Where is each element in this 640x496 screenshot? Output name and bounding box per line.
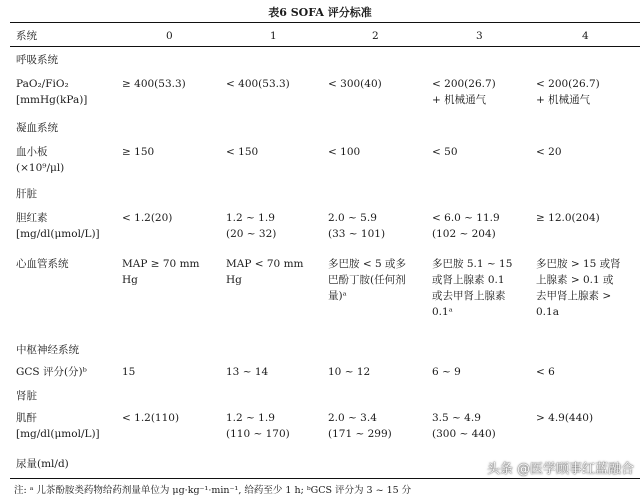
table-cell-score-4: < 6 [536, 366, 555, 378]
table-cell-score-4: ≥ 12.0(204) [536, 212, 600, 224]
table-cell-score-1: < 400(53.3) [226, 78, 290, 90]
table-cell-system: 肌酐 [mg/dl(μmol/L)] [16, 412, 100, 440]
table-cell-system: PaO₂/FiO₂ [mmHg(kPa)] [16, 78, 88, 106]
table-cell-score-0: MAP ≥ 70 mm Hg [122, 258, 200, 286]
header-score-1: 1 [270, 30, 277, 42]
table-cell-score-1: MAP < 70 mm Hg [226, 258, 304, 286]
table-cell-score-0: 15 [122, 366, 136, 378]
table-cell-score-1: 13 ~ 14 [226, 366, 269, 378]
table-cell-score-1: 1.2 ~ 1.9 (20 ~ 32) [226, 212, 277, 240]
table-cell-score-2: 2.0 ~ 5.9 (33 ~ 101) [328, 212, 386, 240]
table-footnote: 注: ᵃ 儿茶酚胺类药物给药剂量单位为 μg·kg⁻¹·min⁻¹, 给药至少 1 h; ᵇGCS 评分为 3 ~ 15 分 [14, 485, 412, 496]
table-cell-score-2: 2.0 ~ 3.4 (171 ~ 299) [328, 412, 392, 440]
table-cell-system: GCS 评分(分)ᵇ [16, 366, 87, 378]
table-cell-score-4: 多巴胺 > 15 或肾 上腺素 > 0.1 或 去甲肾上腺素 > 0.1a [536, 258, 621, 318]
table-cell-score-3: 3.5 ~ 4.9 (300 ~ 440) [432, 412, 496, 440]
table-cell-system: 凝血系统 [16, 122, 58, 134]
table-cell-system: 尿量(ml/d) [16, 458, 69, 470]
table-cell-system: 呼吸系统 [16, 54, 58, 66]
table-cell-system: 胆红素 [mg/dl(μmol/L)] [16, 212, 100, 240]
header-score-0: 0 [166, 30, 173, 42]
table-caption: 表6 SOFA 评分标准 [268, 6, 372, 19]
table-cell-score-2: 10 ~ 12 [328, 366, 371, 378]
table-cell-system: 肝脏 [16, 188, 37, 200]
header-score-3: 3 [476, 30, 483, 42]
table-cell-score-4: > 4.9(440) [536, 412, 594, 424]
table-cell-score-0: < 1.2(20) [122, 212, 173, 224]
table-cell-system: 血小板 (×10⁹/μl) [16, 146, 65, 174]
table-cell-score-2: < 300(40) [328, 78, 382, 90]
table-cell-score-2: 多巴胺 < 5 或多 巴酚丁胺(任何剂 量)ᵃ [328, 258, 406, 302]
table-cell-score-1: 1.2 ~ 1.9 (110 ~ 170) [226, 412, 290, 440]
table-cell-system: 肾脏 [16, 390, 37, 402]
source-watermark: 头条 @医学顾事红蓝融合 [486, 462, 634, 477]
table-cell-score-3: 多巴胺 5.1 ~ 15 或肾上腺素 0.1 或去甲肾上腺素 0.1ᵃ [432, 258, 513, 318]
header-system: 系统 [16, 30, 37, 42]
table-header-rule [10, 46, 640, 47]
table-cell-score-3: < 50 [432, 146, 458, 158]
table-cell-score-0: ≥ 400(53.3) [122, 78, 186, 90]
table-cell-score-3: < 200(26.7) + 机械通气 [432, 78, 496, 106]
table-cell-score-0: < 1.2(110) [122, 412, 180, 424]
table-cell-score-4: < 20 [536, 146, 562, 158]
table-bottom-rule [10, 478, 640, 479]
table-cell-score-1: < 150 [226, 146, 259, 158]
table-cell-score-3: 6 ~ 9 [432, 366, 461, 378]
table-cell-score-0: ≥ 150 [122, 146, 155, 158]
header-score-4: 4 [582, 30, 589, 42]
table-top-rule [10, 22, 640, 23]
table-cell-system: 心血管系统 [16, 258, 69, 270]
table-cell-system: 中枢神经系统 [16, 344, 79, 356]
table-cell-score-2: < 100 [328, 146, 361, 158]
table-cell-score-4: < 200(26.7) + 机械通气 [536, 78, 600, 106]
table-cell-score-3: < 6.0 ~ 11.9 (102 ~ 204) [432, 212, 500, 240]
header-score-2: 2 [372, 30, 379, 42]
